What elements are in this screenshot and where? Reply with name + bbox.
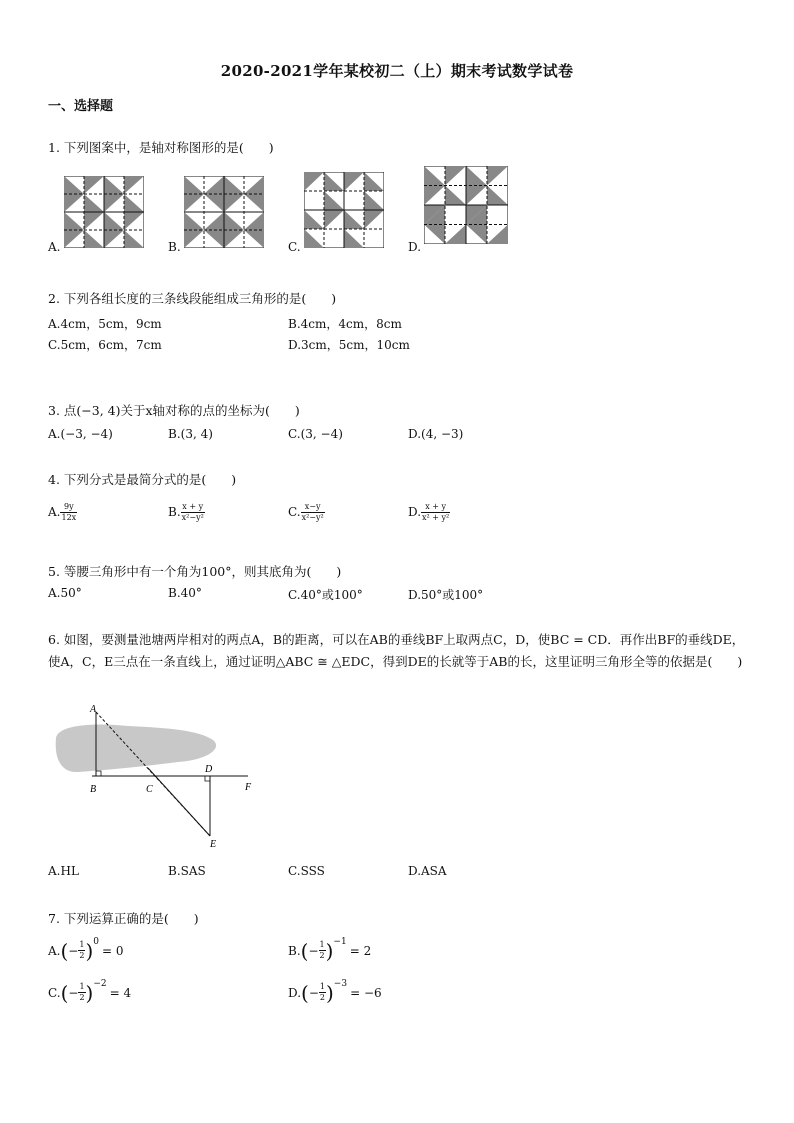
- question-7-stem: 7. 下列运算正确的是( ): [48, 911, 199, 926]
- fraction-numerator: 9y: [60, 502, 77, 513]
- q4-option-d: [408, 502, 450, 523]
- q7-option-a: A. ( − $\frac{1}{2}$ ) 0 = 0: [48, 936, 124, 963]
- q1-option-a-pattern: [64, 176, 144, 248]
- q3-option-a: A.(−3, −4): [48, 427, 113, 441]
- base-numerator: 1: [319, 940, 325, 949]
- q6-option-c: C.SSS: [288, 864, 325, 878]
- base-numerator: 1: [79, 982, 85, 991]
- q6-option-b: B.SAS: [168, 864, 206, 878]
- question-6-stem: 6. 如图，要测量池塘两岸相对的两点A，B的距离，可以在AB的垂线BF上取两点C，D，使BC = CD．再作出BF的垂线DE，使A，C，E三点在一条直线上，通过证明△ABC ≅ △EDC，得到DE的长就等于AB的长，这里证明三角形全等的依据是( ): [48, 632, 745, 669]
- fraction-denominator: x² + y²: [422, 513, 450, 522]
- q1-option-d-label: D.: [408, 240, 422, 254]
- q4-option-d-fraction: [421, 502, 450, 523]
- q3-option-c: C.(3, −4): [288, 427, 343, 441]
- base-numerator: 1: [319, 982, 325, 991]
- q5-option-d: D.50°或100°: [408, 588, 484, 602]
- segment-ce: [148, 768, 210, 836]
- q1-option-c-pattern: [304, 172, 384, 248]
- question-4-stem: 4. 下列分式是最简分式的是( ): [48, 472, 237, 487]
- base-numerator: 1: [79, 940, 85, 949]
- q6-option-a: A.HL: [48, 864, 79, 878]
- q4-option-a: [48, 502, 77, 523]
- label-a: A: [90, 704, 97, 715]
- q2-option-b: B.4cm，4cm，8cm: [288, 317, 402, 331]
- q3-option-d: D.(4, −3): [408, 427, 464, 441]
- q7-option-c: C. ( − $\frac{1}{2}$ ) −2 = 4: [48, 978, 132, 1005]
- label-f: F: [245, 782, 252, 793]
- q5-option-c: C.40°或100°: [288, 588, 363, 602]
- pond-shape: [56, 725, 216, 773]
- q2-option-d: D.3cm，5cm，10cm: [288, 338, 410, 352]
- question-5-stem: 5. 等腰三角形中有一个角为100°，则其底角为( ): [48, 564, 342, 579]
- q1-option-a-label: A.: [48, 240, 61, 254]
- exponent: 0: [93, 936, 99, 947]
- q7-option-d: D. ( − $\frac{1}{2}$ ) −3 = −6: [288, 978, 382, 1005]
- base-denominator: 2: [319, 993, 325, 1002]
- q7-option-c-label: C.: [48, 985, 61, 1000]
- q7-option-b-label: B.: [288, 943, 301, 958]
- q4-option-d-label: D.: [408, 505, 422, 519]
- q4-option-c-fraction: [301, 502, 325, 523]
- fraction-numerator: x + y: [182, 502, 204, 511]
- q1-option-b-pattern: [184, 176, 264, 248]
- q6-pond-figure: [48, 700, 258, 850]
- label-c: C: [146, 784, 153, 795]
- q7-option-b: B. ( − $\frac{1}{2}$ ) −1 = 2: [288, 936, 372, 963]
- q4-option-c-label: C.: [288, 505, 301, 519]
- right-angle-b: [96, 771, 101, 776]
- exponent: −1: [333, 936, 347, 947]
- result: = −6: [350, 985, 382, 1000]
- q4-option-c: [288, 502, 325, 523]
- q7-option-a-label: A.: [48, 943, 61, 958]
- fraction-numerator: x−y: [301, 502, 325, 513]
- fraction-denominator: x²−y²: [181, 513, 204, 522]
- q1-option-d-pattern: [424, 166, 508, 244]
- result: = 0: [102, 943, 124, 958]
- q1-option-c-label: C.: [288, 240, 301, 254]
- question-1-stem: 1. 下列图案中，是轴对称图形的是( ): [48, 140, 274, 155]
- page-title: 2020-2021学年某校初二（上）期末考试数学试卷: [220, 62, 574, 80]
- base-denominator: 2: [79, 993, 85, 1002]
- q5-option-b: B.40°: [168, 586, 202, 600]
- q5-option-a: A.50°: [48, 586, 82, 600]
- result: = 2: [349, 943, 372, 958]
- right-angle-d: [205, 776, 210, 781]
- q4-option-a-label: A.: [48, 505, 61, 519]
- base-denominator: 2: [319, 951, 325, 960]
- exponent: −3: [333, 978, 348, 989]
- q6-option-d: D.ASA: [408, 864, 447, 878]
- q1-option-b-label: B.: [168, 240, 181, 254]
- q4-option-b: [168, 502, 205, 523]
- base-denominator: 2: [79, 951, 85, 960]
- label-d: D: [205, 764, 213, 775]
- fraction-numerator: x + y: [421, 502, 450, 513]
- q4-option-b-fraction: [181, 502, 205, 523]
- q4-option-b-label: B.: [168, 505, 181, 519]
- q2-option-c: C.5cm，6cm，7cm: [48, 338, 162, 352]
- section-heading: 一、选择题: [48, 99, 114, 114]
- label-e: E: [210, 839, 217, 850]
- q2-option-a: A.4cm，5cm，9cm: [48, 317, 162, 331]
- question-2-stem: 2. 下列各组长度的三条线段能组成三角形的是( ): [48, 291, 337, 306]
- exponent: −2: [93, 978, 107, 989]
- label-b: B: [90, 784, 97, 795]
- q3-option-b: B.(3, 4): [168, 427, 213, 441]
- q4-option-a-fraction: [60, 502, 77, 523]
- question-3-stem: 3. 点(−3, 4)关于x轴对称的点的坐标为( ): [48, 403, 300, 418]
- q7-option-d-label: D.: [288, 985, 302, 1000]
- fraction-denominator: 12x: [61, 513, 77, 522]
- result: = 4: [109, 985, 132, 1000]
- fraction-denominator: x²−y²: [301, 513, 324, 522]
